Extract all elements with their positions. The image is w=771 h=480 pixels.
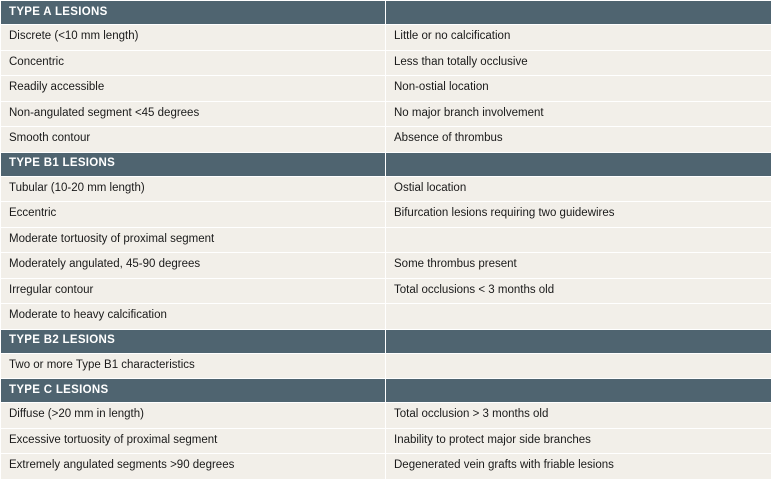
table-row <box>1 304 771 330</box>
row-cell-left <box>1 25 386 51</box>
row-text-right: Less than totally occlusive <box>394 56 763 70</box>
section-header-cell-right <box>386 152 771 176</box>
row-text-left: Smooth contour <box>9 132 377 146</box>
row-text-left: Non-angulated segment <45 degrees <box>9 107 377 121</box>
row-text-right: No major branch involvement <box>394 107 763 121</box>
row-text-right: Degenerated vein grafts with friable lesions <box>394 459 763 473</box>
row-cell-left <box>1 278 386 304</box>
row-cell-right <box>386 253 771 279</box>
row-text-right: Ostial location <box>394 182 763 196</box>
row-cell-left <box>1 353 386 379</box>
table-row <box>1 253 771 279</box>
row-cell-right <box>386 101 771 127</box>
section-header-cell-left <box>1 152 386 176</box>
row-cell-left <box>1 403 386 429</box>
row-cell-right <box>386 428 771 454</box>
row-cell-left <box>1 253 386 279</box>
section-header-row <box>1 379 771 403</box>
table-row <box>1 101 771 127</box>
section-header-label: TYPE B2 LESIONS <box>9 334 377 348</box>
table-row <box>1 127 771 153</box>
row-cell-right <box>386 127 771 153</box>
row-cell-right <box>386 25 771 51</box>
row-cell-left <box>1 454 386 480</box>
section-header-cell-right <box>386 1 771 25</box>
row-cell-left <box>1 50 386 76</box>
row-text-right: Total occlusions < 3 months old <box>394 284 763 298</box>
row-text-right: Absence of thrombus <box>394 132 763 146</box>
row-cell-left <box>1 76 386 102</box>
row-cell-right <box>386 353 771 379</box>
row-cell-left <box>1 428 386 454</box>
row-text-left: Moderate tortuosity of proximal segment <box>9 233 377 247</box>
section-header-cell-left <box>1 329 386 353</box>
row-text-left: Moderately angulated, 45-90 degrees <box>9 258 377 272</box>
section-header-label: TYPE C LESIONS <box>9 384 377 398</box>
row-cell-right <box>386 76 771 102</box>
row-cell-left <box>1 202 386 228</box>
row-cell-left <box>1 304 386 330</box>
table-row <box>1 278 771 304</box>
row-text-left: Two or more Type B1 characteristics <box>9 359 377 373</box>
section-header-row <box>1 329 771 353</box>
row-cell-right <box>386 202 771 228</box>
section-header-cell-left <box>1 1 386 25</box>
row-text-right: Total occlusion > 3 months old <box>394 408 763 422</box>
row-cell-right <box>386 278 771 304</box>
section-header-row <box>1 1 771 25</box>
row-text-left: Irregular contour <box>9 284 377 298</box>
table-row <box>1 428 771 454</box>
row-text-left: Concentric <box>9 56 377 70</box>
section-header-row <box>1 152 771 176</box>
row-text-left: Moderate to heavy calcification <box>9 309 377 323</box>
section-header-cell-right <box>386 379 771 403</box>
row-text-right: Bifurcation lesions requiring two guidewires <box>394 207 763 221</box>
table-row <box>1 50 771 76</box>
table-row <box>1 454 771 480</box>
row-text-right: Some thrombus present <box>394 258 763 272</box>
row-text-right: Little or no calcification <box>394 30 763 44</box>
table-row <box>1 403 771 429</box>
table-row <box>1 353 771 379</box>
row-cell-right <box>386 304 771 330</box>
table-row <box>1 227 771 253</box>
row-cell-left <box>1 101 386 127</box>
table-row <box>1 76 771 102</box>
table-row <box>1 25 771 51</box>
lesion-table-body <box>1 1 771 480</box>
row-cell-right <box>386 227 771 253</box>
row-text-left: Extremely angulated segments >90 degrees <box>9 459 377 473</box>
row-text-left: Eccentric <box>9 207 377 221</box>
row-text-left: Discrete (<10 mm length) <box>9 30 377 44</box>
table-row <box>1 176 771 202</box>
section-header-label: TYPE A LESIONS <box>9 6 377 20</box>
row-text-right: Inability to protect major side branches <box>394 434 763 448</box>
section-header-cell-left <box>1 379 386 403</box>
row-cell-left <box>1 227 386 253</box>
row-text-left: Excessive tortuosity of proximal segment <box>9 434 377 448</box>
row-text-left: Diffuse (>20 mm in length) <box>9 408 377 422</box>
row-text-right: Non-ostial location <box>394 81 763 95</box>
row-cell-right <box>386 176 771 202</box>
row-cell-right <box>386 454 771 480</box>
row-cell-left <box>1 127 386 153</box>
row-text-left: Tubular (10-20 mm length) <box>9 182 377 196</box>
section-header-cell-right <box>386 329 771 353</box>
table-row <box>1 202 771 228</box>
row-text-left: Readily accessible <box>9 81 377 95</box>
section-header-label: TYPE B1 LESIONS <box>9 157 377 171</box>
row-cell-left <box>1 176 386 202</box>
row-cell-right <box>386 403 771 429</box>
row-cell-right <box>386 50 771 76</box>
